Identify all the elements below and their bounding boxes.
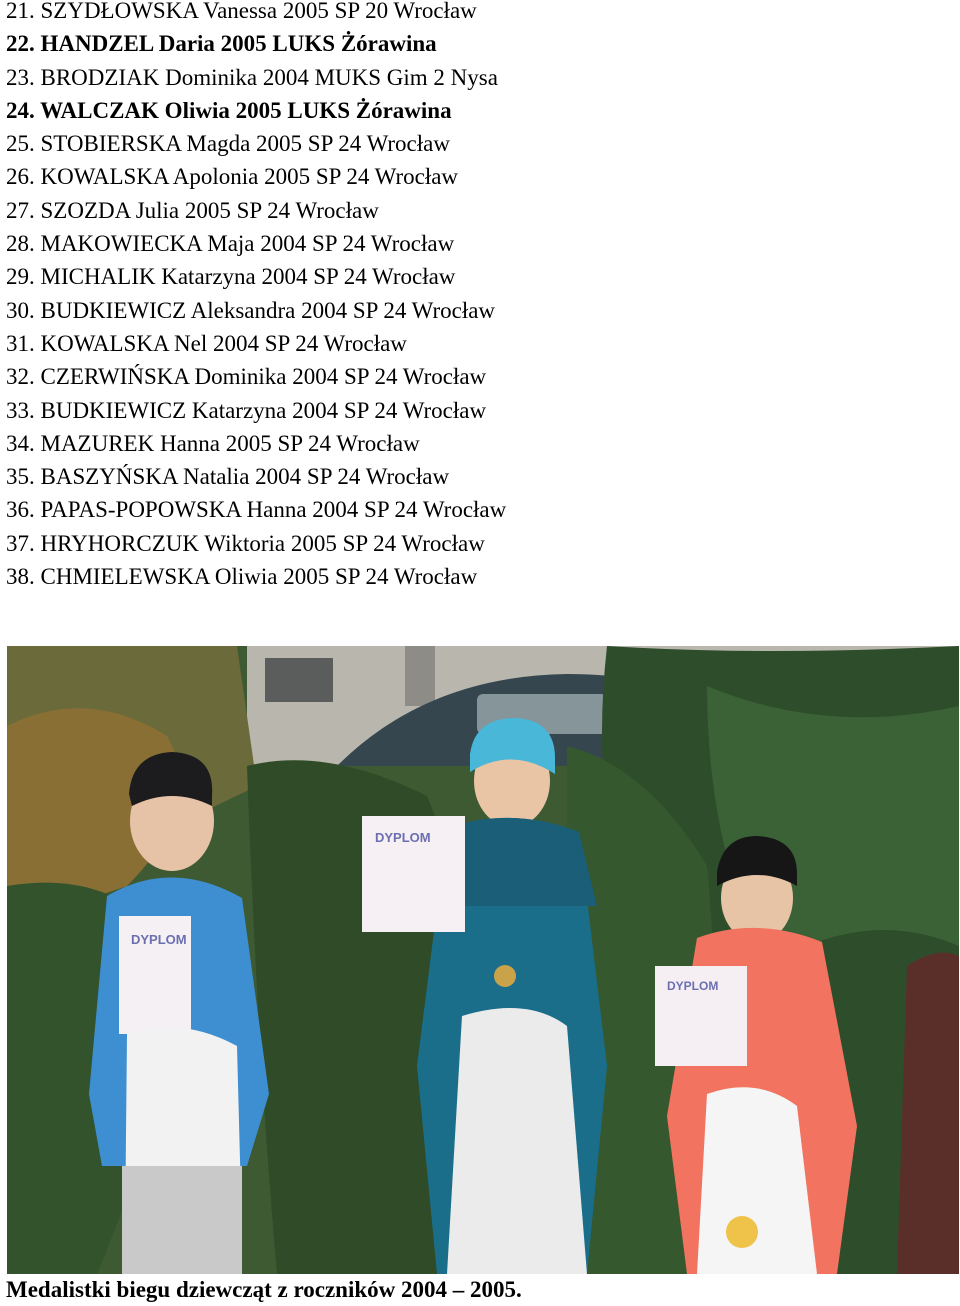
result-entry: 31. KOWALSKA Nel 2004 SP 24 Wrocław [6, 330, 407, 356]
result-entry: 38. CHMIELEWSKA Oliwia 2005 SP 24 Wrocław [6, 564, 478, 590]
result-entry: 21. SZYDŁOWSKA Vanessa 2005 SP 20 Wrocław [6, 0, 477, 23]
result-entry: 34. MAZUREK Hanna 2005 SP 24 Wrocław [6, 430, 420, 456]
result-entry: 29. MICHALIK Katarzyna 2004 SP 24 Wrocław [6, 264, 456, 290]
photo-caption: Medalistki biegu dziewcząt z roczników 2004 – 2005. [6, 1277, 522, 1302]
result-entry: 23. BRODZIAK Dominika 2004 MUKS Gim 2 Nysa [6, 64, 498, 90]
window [265, 658, 333, 702]
result-entry: 26. KOWALSKA Apolonia 2005 SP 24 Wrocław [6, 164, 459, 190]
svg-text:DYPLOM: DYPLOM [667, 979, 719, 993]
svg-text:DYPLOM: DYPLOM [375, 830, 431, 845]
result-entry: 35. BASZYŃSKA Natalia 2004 SP 24 Wrocław [6, 464, 450, 490]
medal [494, 965, 516, 987]
podium-photo [7, 646, 959, 1274]
result-entry: 32. CZERWIŃSKA Dominika 2004 SP 24 Wrocław [6, 364, 487, 390]
result-entry: 33. BUDKIEWICZ Katarzyna 2004 SP 24 Wrocław [6, 397, 487, 423]
result-entry: 37. HRYHORCZUK Wiktoria 2005 SP 24 Wrocław [6, 530, 485, 556]
svg-text:DYPLOM: DYPLOM [131, 932, 187, 947]
result-entry: 30. BUDKIEWICZ Aleksandra 2004 SP 24 Wrocław [6, 297, 496, 323]
result-entry: 22. HANDZEL Daria 2005 LUKS Żórawina [6, 31, 437, 57]
result-entry: 25. STOBIERSKA Magda 2005 SP 24 Wrocław [6, 131, 450, 157]
result-entry: 28. MAKOWIECKA Maja 2004 SP 24 Wrocław [6, 231, 455, 257]
result-entry: 27. SZOZDA Julia 2005 SP 24 Wrocław [6, 197, 379, 223]
result-entry: 36. PAPAS-POPOWSKA Hanna 2004 SP 24 Wrocław [6, 497, 507, 523]
result-entry: 24. WALCZAK Oliwia 2005 LUKS Żórawina [6, 97, 452, 123]
results-list [6, 0, 506, 593]
